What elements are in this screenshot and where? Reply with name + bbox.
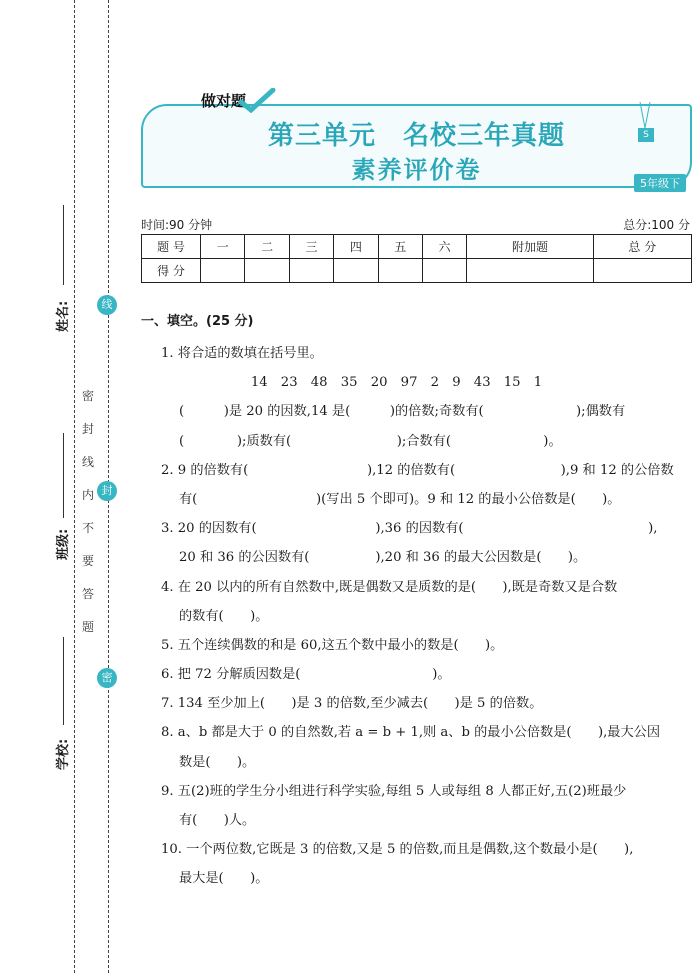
class-label: 班级:: [56, 528, 71, 560]
score-input-cell[interactable]: [201, 259, 245, 283]
notice-char: 题: [81, 620, 94, 634]
title-banner: [141, 88, 692, 190]
table-cell: 六: [422, 235, 466, 259]
question-line: ( );质数有( );合数有( )。: [179, 433, 562, 449]
page-subtitle: 素养评价卷: [351, 156, 482, 184]
question-line: 7. 134 至少加上( )是 3 的倍数,至少减去( )是 5 的倍数。: [161, 696, 543, 712]
table-cell: 得 分: [142, 259, 201, 283]
total-score: 总分:100 分: [623, 218, 690, 232]
notice-char: 封: [81, 422, 94, 436]
question-line: 3. 20 的因数有( ),36 的因数有( ),: [161, 521, 658, 537]
notice-char: 内: [81, 488, 94, 502]
question-line: 有( )(写出 5 个即可)。9 和 12 的最小公倍数是( )。: [179, 491, 621, 507]
class-write-line[interactable]: [63, 433, 64, 518]
question-line: ( )是 20 的因数,14 是( )的倍数;奇数有( );偶数有: [179, 404, 626, 420]
score-input-cell[interactable]: [422, 259, 466, 283]
question-line: 20 和 36 的公因数有( ),20 和 36 的最大公因数是( )。: [179, 550, 587, 566]
question-line: 8. a、b 都是大于 0 的自然数,若 a = b + 1,则 a、b 的最小公倍数是( ),最大公因: [161, 725, 661, 741]
name-write-line[interactable]: [63, 205, 64, 285]
question-line: 有( )人。: [179, 813, 256, 828]
table-cell: 五: [378, 235, 422, 259]
question-section: [141, 310, 692, 894]
question-line: 2. 9 的倍数有( ),12 的倍数有( ),9 和 12 的公倍数: [161, 462, 674, 478]
score-input-cell[interactable]: [245, 259, 289, 283]
section-title: 一、填空。(25 分): [141, 314, 254, 329]
badge-label: 做对题: [201, 92, 247, 110]
notice-char: 答: [81, 587, 94, 601]
table-cell: 四: [334, 235, 378, 259]
table-cell: 附加题: [467, 235, 593, 259]
binding-notice: [80, 380, 96, 644]
score-table: [141, 234, 692, 283]
table-cell: 题 号: [142, 235, 201, 259]
table-cell: 一: [201, 235, 245, 259]
question-line: 4. 在 20 以内的所有自然数中,既是偶数又是质数的是( ),既是奇数又是合数: [161, 579, 618, 595]
question-line: 5. 五个连续偶数的和是 60,这五个数中最小的数是( )。: [161, 637, 504, 653]
score-input-cell[interactable]: [334, 259, 378, 283]
question-line: 数是( )。: [179, 754, 256, 770]
school-write-line[interactable]: [63, 637, 64, 725]
seal-mark: 封: [97, 481, 117, 501]
question-line: 9. 五(2)班的学生分小组进行科学实验,每组 5 人或每组 8 人都正好,五(2)班最少: [161, 783, 627, 799]
school-label: 学校:: [56, 738, 71, 770]
score-input-cell[interactable]: [467, 259, 593, 283]
grade-badge: 5年级下: [634, 174, 686, 192]
name-label: 姓名:: [56, 300, 71, 332]
question-line: 6. 把 72 分解质因数是( )。: [161, 667, 451, 683]
question-line: 的数有( )。: [179, 608, 269, 624]
number-list: 14 23 48 35 20 97 2 9 43 15 1: [250, 375, 543, 391]
time-limit: 时间:90 分钟: [141, 218, 213, 232]
check-mark-icon: [237, 88, 277, 114]
score-table-score-row: [142, 259, 692, 283]
score-table-header-row: [142, 235, 692, 259]
score-input-cell[interactable]: [593, 259, 691, 283]
page-title: 第三单元 名校三年真题: [267, 121, 565, 151]
seal-mark: 密: [97, 668, 117, 688]
table-cell: 二: [245, 235, 289, 259]
dashed-cut-line: [74, 0, 75, 973]
binding-margin: [0, 0, 130, 973]
notice-char: 不: [81, 521, 94, 535]
score-input-cell[interactable]: [289, 259, 333, 283]
table-cell: 总 分: [593, 235, 691, 259]
tag-icon: S: [638, 128, 654, 142]
seal-mark: 线: [97, 295, 117, 315]
question-line: 1. 将合适的数填在括号里。: [161, 346, 323, 361]
question-line: 最大是( )。: [179, 871, 269, 887]
table-cell: 三: [289, 235, 333, 259]
notice-char: 要: [81, 554, 94, 568]
notice-char: 线: [81, 455, 94, 469]
score-input-cell[interactable]: [378, 259, 422, 283]
notice-char: 密: [81, 389, 94, 403]
question-line: 10. 一个两位数,它既是 3 的倍数,又是 5 的倍数,而且是偶数,这个数最小是( ),: [161, 842, 634, 858]
